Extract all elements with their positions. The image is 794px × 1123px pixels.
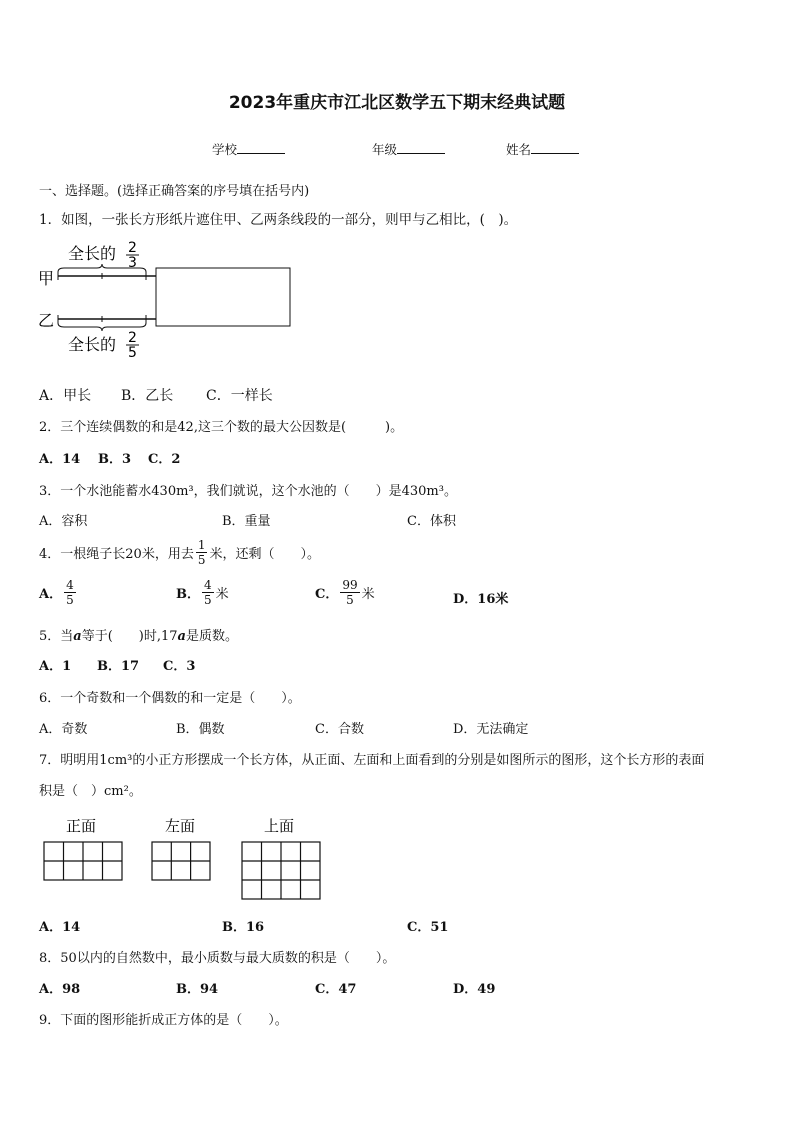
q7-text-line1: 7．明明用1cm³的小正方形摆成一个长方体，从正面、左面和上面看到的分别是如图所示的图形，这个长方形的表面	[39, 753, 705, 768]
page-title: 2023年重庆市江北区数学五下期末经典试题	[228, 93, 566, 113]
q4-option-b-num: 4	[204, 578, 212, 592]
q8-option-a: A．98	[39, 982, 81, 997]
q4-text	[39, 538, 320, 567]
q3-text: 3．一个水池能蓄水430m³，我们就说，这个水池的（ ）是430m³。	[39, 484, 457, 499]
q4-option-b-den: 5	[204, 593, 212, 607]
q4-option-b-unit: 米	[215, 587, 229, 602]
q7-view-left-label: 左面	[165, 817, 196, 835]
q7-text-line2: 积是（ ）cm²。	[39, 784, 142, 799]
q4-frac-den: 5	[197, 553, 206, 567]
q3-option-a: A．容积	[39, 514, 88, 529]
q6-option-d: D．无法确定	[453, 722, 529, 737]
q4-option-c	[315, 578, 375, 607]
q4-text-b: 米，还剩（ ）。	[209, 547, 320, 562]
q7-figure	[40, 812, 330, 904]
q5-text-a: 5．当	[39, 629, 74, 644]
q1-text: 1．如图，一张长方形纸片遮住甲、乙两条线段的一部分，则甲与乙相比，( )。	[39, 212, 518, 228]
school-blank	[237, 141, 285, 154]
q4-option-b-label: B．	[176, 587, 200, 602]
q5-text-c: 是质数。	[185, 629, 238, 644]
q2-option-b: B．3	[98, 452, 132, 467]
q4-option-b	[176, 578, 229, 607]
q8-option-b: B．94	[176, 982, 219, 997]
q5-text	[39, 625, 238, 644]
school-field	[212, 140, 285, 158]
q5-var2: a	[177, 629, 186, 644]
q2-text: 2．三个连续偶数的和是42,这三个数的最大公因数是( )。	[39, 420, 404, 435]
grade-field	[372, 140, 445, 158]
q5-var: a	[73, 629, 82, 644]
q4-option-a	[39, 578, 78, 607]
q1-yi-label: 乙	[38, 311, 55, 330]
q7-left-view-grid	[152, 842, 210, 880]
q4-option-b-fraction	[202, 578, 214, 607]
section-heading: 一、选择题。(选择正确答案的序号填在括号内)	[39, 184, 310, 199]
q4-option-c-fraction	[340, 578, 359, 607]
q7-top-view-grid	[242, 842, 320, 899]
q1-option-c: C．一样长	[206, 388, 273, 404]
q5-option-c: C．3	[163, 659, 196, 674]
q1-option-a: A．甲长	[39, 388, 92, 404]
q4-option-a-num: 4	[66, 578, 74, 592]
q5-option-b: B．17	[97, 659, 140, 674]
q8-text: 8．50以内的自然数中，最小质数与最大质数的积是（ ）。	[39, 951, 396, 966]
q4-option-a-den: 5	[66, 593, 74, 607]
q7-option-b: B．16	[222, 920, 265, 935]
q2-option-c: C．2	[148, 452, 181, 467]
q3-option-b: B．重量	[222, 514, 271, 529]
q7-front-view-grid	[44, 842, 122, 880]
q7-view-top-label: 上面	[264, 817, 295, 835]
q8-option-c: C．47	[315, 982, 357, 997]
q4-option-c-num: 99	[342, 578, 358, 592]
school-label: 学校	[212, 142, 238, 157]
q7-view-front-label: 正面	[66, 817, 97, 835]
q5-option-a: A．1	[39, 659, 72, 674]
name-label: 姓名	[506, 142, 532, 157]
q6-option-c: C．合数	[315, 722, 364, 737]
q7-option-a: A．14	[39, 920, 81, 935]
q1-bottom-den: 5	[128, 345, 137, 360]
q1-bottom-num: 2	[128, 330, 137, 346]
name-field	[506, 140, 579, 158]
q8-option-d: D．49	[453, 982, 496, 997]
q5-text-b: 等于( )时,17	[81, 629, 178, 644]
q4-text-a: 4．一根绳子长20米，用去	[39, 547, 194, 562]
q6-option-a: A．奇数	[39, 722, 88, 737]
q7-option-c: C．51	[407, 920, 449, 935]
q6-text: 6．一个奇数和一个偶数的和一定是（ ）。	[39, 691, 301, 706]
q6-option-b: B．偶数	[176, 722, 225, 737]
name-blank	[531, 141, 579, 154]
q4-option-c-label: C．	[315, 587, 339, 602]
q4-option-c-den: 5	[346, 593, 354, 607]
q1-option-b: B．乙长	[121, 388, 174, 404]
q1-top-den: 3	[128, 255, 137, 271]
q4-option-d: D．16米	[453, 592, 509, 607]
q1-figure	[36, 236, 298, 360]
q1-top-label: 全长的	[68, 244, 117, 263]
q1-top-num: 2	[128, 240, 137, 256]
q4-option-c-unit: 米	[361, 587, 375, 602]
q4-option-a-label: A．	[39, 587, 63, 602]
grade-label: 年级	[372, 142, 398, 157]
q1-cover-rectangle	[156, 268, 290, 326]
q3-option-c: C．体积	[407, 514, 456, 529]
grade-blank	[397, 141, 445, 154]
q2-option-a: A．14	[39, 452, 81, 467]
q4-option-a-fraction	[64, 578, 76, 607]
q4-frac-num: 1	[197, 538, 206, 552]
q9-text: 9．下面的图形能折成正方体的是（ ）。	[39, 1013, 288, 1028]
q1-bottom-label: 全长的	[68, 335, 117, 354]
q4-fraction	[196, 538, 208, 567]
q1-jia-label: 甲	[38, 269, 55, 288]
